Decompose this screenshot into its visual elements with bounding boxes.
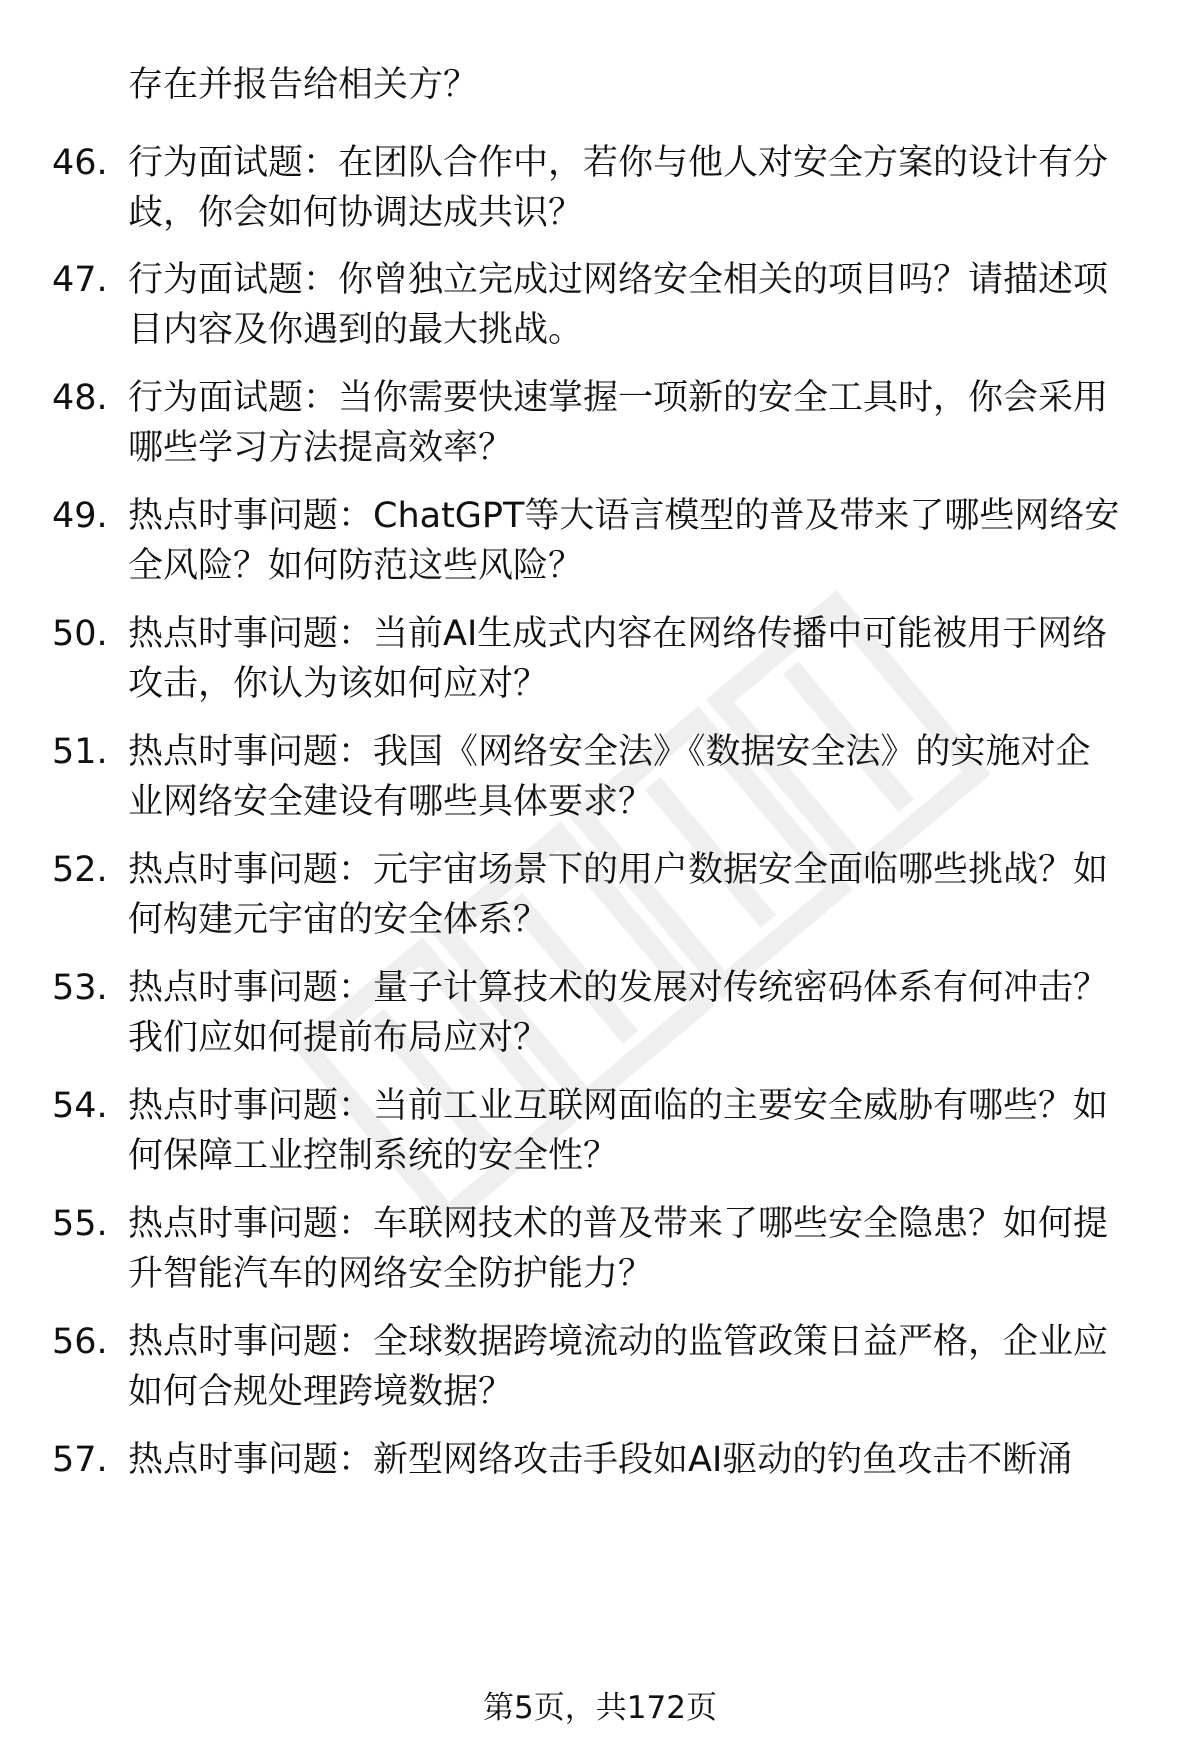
- question-text-line-1: 行为面试题：当你需要快速掌握一项新的安全工具时，你会采用: [128, 378, 1109, 418]
- question-number: 56.: [52, 1322, 108, 1362]
- question-number: 46.: [52, 143, 108, 183]
- question-number: 48.: [52, 378, 108, 418]
- question-text-line-2: 歧，你会如何协调达成共识？: [128, 193, 584, 233]
- question-text-line-2: 升智能汽车的网络安全防护能力？: [128, 1254, 654, 1294]
- question-text-line-2: 何保障工业控制系统的安全性？: [128, 1136, 619, 1176]
- question-number: 53.: [52, 968, 108, 1008]
- question-text-line-2: 业网络安全建设有哪些具体要求？: [128, 782, 654, 822]
- question-text-line-1: 热点时事问题：车联网技术的普及带来了哪些安全隐患？如何提: [128, 1204, 1109, 1244]
- question-number: 50.: [52, 614, 108, 654]
- continuation-line: 存在并报告给相关方？: [128, 65, 479, 105]
- question-number: 55.: [52, 1204, 108, 1244]
- question-text-line-2: 目内容及你遇到的最大挑战。: [128, 310, 584, 350]
- question-number: 57.: [52, 1440, 108, 1480]
- question-text-line-1: 热点时事问题：全球数据跨境流动的监管政策日益严格，企业应: [128, 1322, 1109, 1362]
- question-text-line-1: 行为面试题：你曾独立完成过网络安全相关的项目吗？请描述项: [128, 260, 1109, 300]
- question-text-line-1: 热点时事问题：量子计算技术的发展对传统密码体系有何冲击？: [128, 968, 1109, 1008]
- question-text-line-1: 行为面试题：在团队合作中，若你与他人对安全方案的设计有分: [128, 143, 1109, 183]
- question-number: 54.: [52, 1086, 108, 1126]
- question-text-line-1: 热点时事问题：我国《网络安全法》《数据安全法》的实施对企: [128, 732, 1091, 772]
- question-text-line-1: 热点时事问题：当前AI生成式内容在网络传播中可能被用于网络: [128, 614, 1108, 654]
- question-text-line-2: 何构建元宇宙的安全体系？: [128, 900, 549, 940]
- question-text-line-1: 热点时事问题：新型网络攻击手段如AI驱动的钓鱼攻击不断涌: [128, 1440, 1073, 1480]
- question-number: 47.: [52, 260, 108, 300]
- question-text-line-2: 如何合规处理跨境数据？: [128, 1372, 514, 1412]
- question-text-line-2: 哪些学习方法提高效率？: [128, 428, 514, 468]
- question-text-line-2: 全风险？如何防范这些风险？: [128, 546, 584, 586]
- question-number: 51.: [52, 732, 108, 772]
- question-text-line-1: 热点时事问题：元宇宙场景下的用户数据安全面临哪些挑战？如: [128, 850, 1109, 890]
- question-number: 49.: [52, 496, 108, 536]
- question-text-line-2: 攻击，你认为该如何应对？: [128, 664, 549, 704]
- question-text-line-1: 热点时事问题：当前工业互联网面临的主要安全威胁有哪些？如: [128, 1086, 1109, 1126]
- question-text-line-2: 我们应如何提前布局应对？: [128, 1018, 549, 1058]
- page-footer: 第5页，共172页: [483, 1690, 717, 1726]
- question-number: 52.: [52, 850, 108, 890]
- question-text-line-1: 热点时事问题：ChatGPT等大语言模型的普及带来了哪些网络安: [128, 496, 1120, 536]
